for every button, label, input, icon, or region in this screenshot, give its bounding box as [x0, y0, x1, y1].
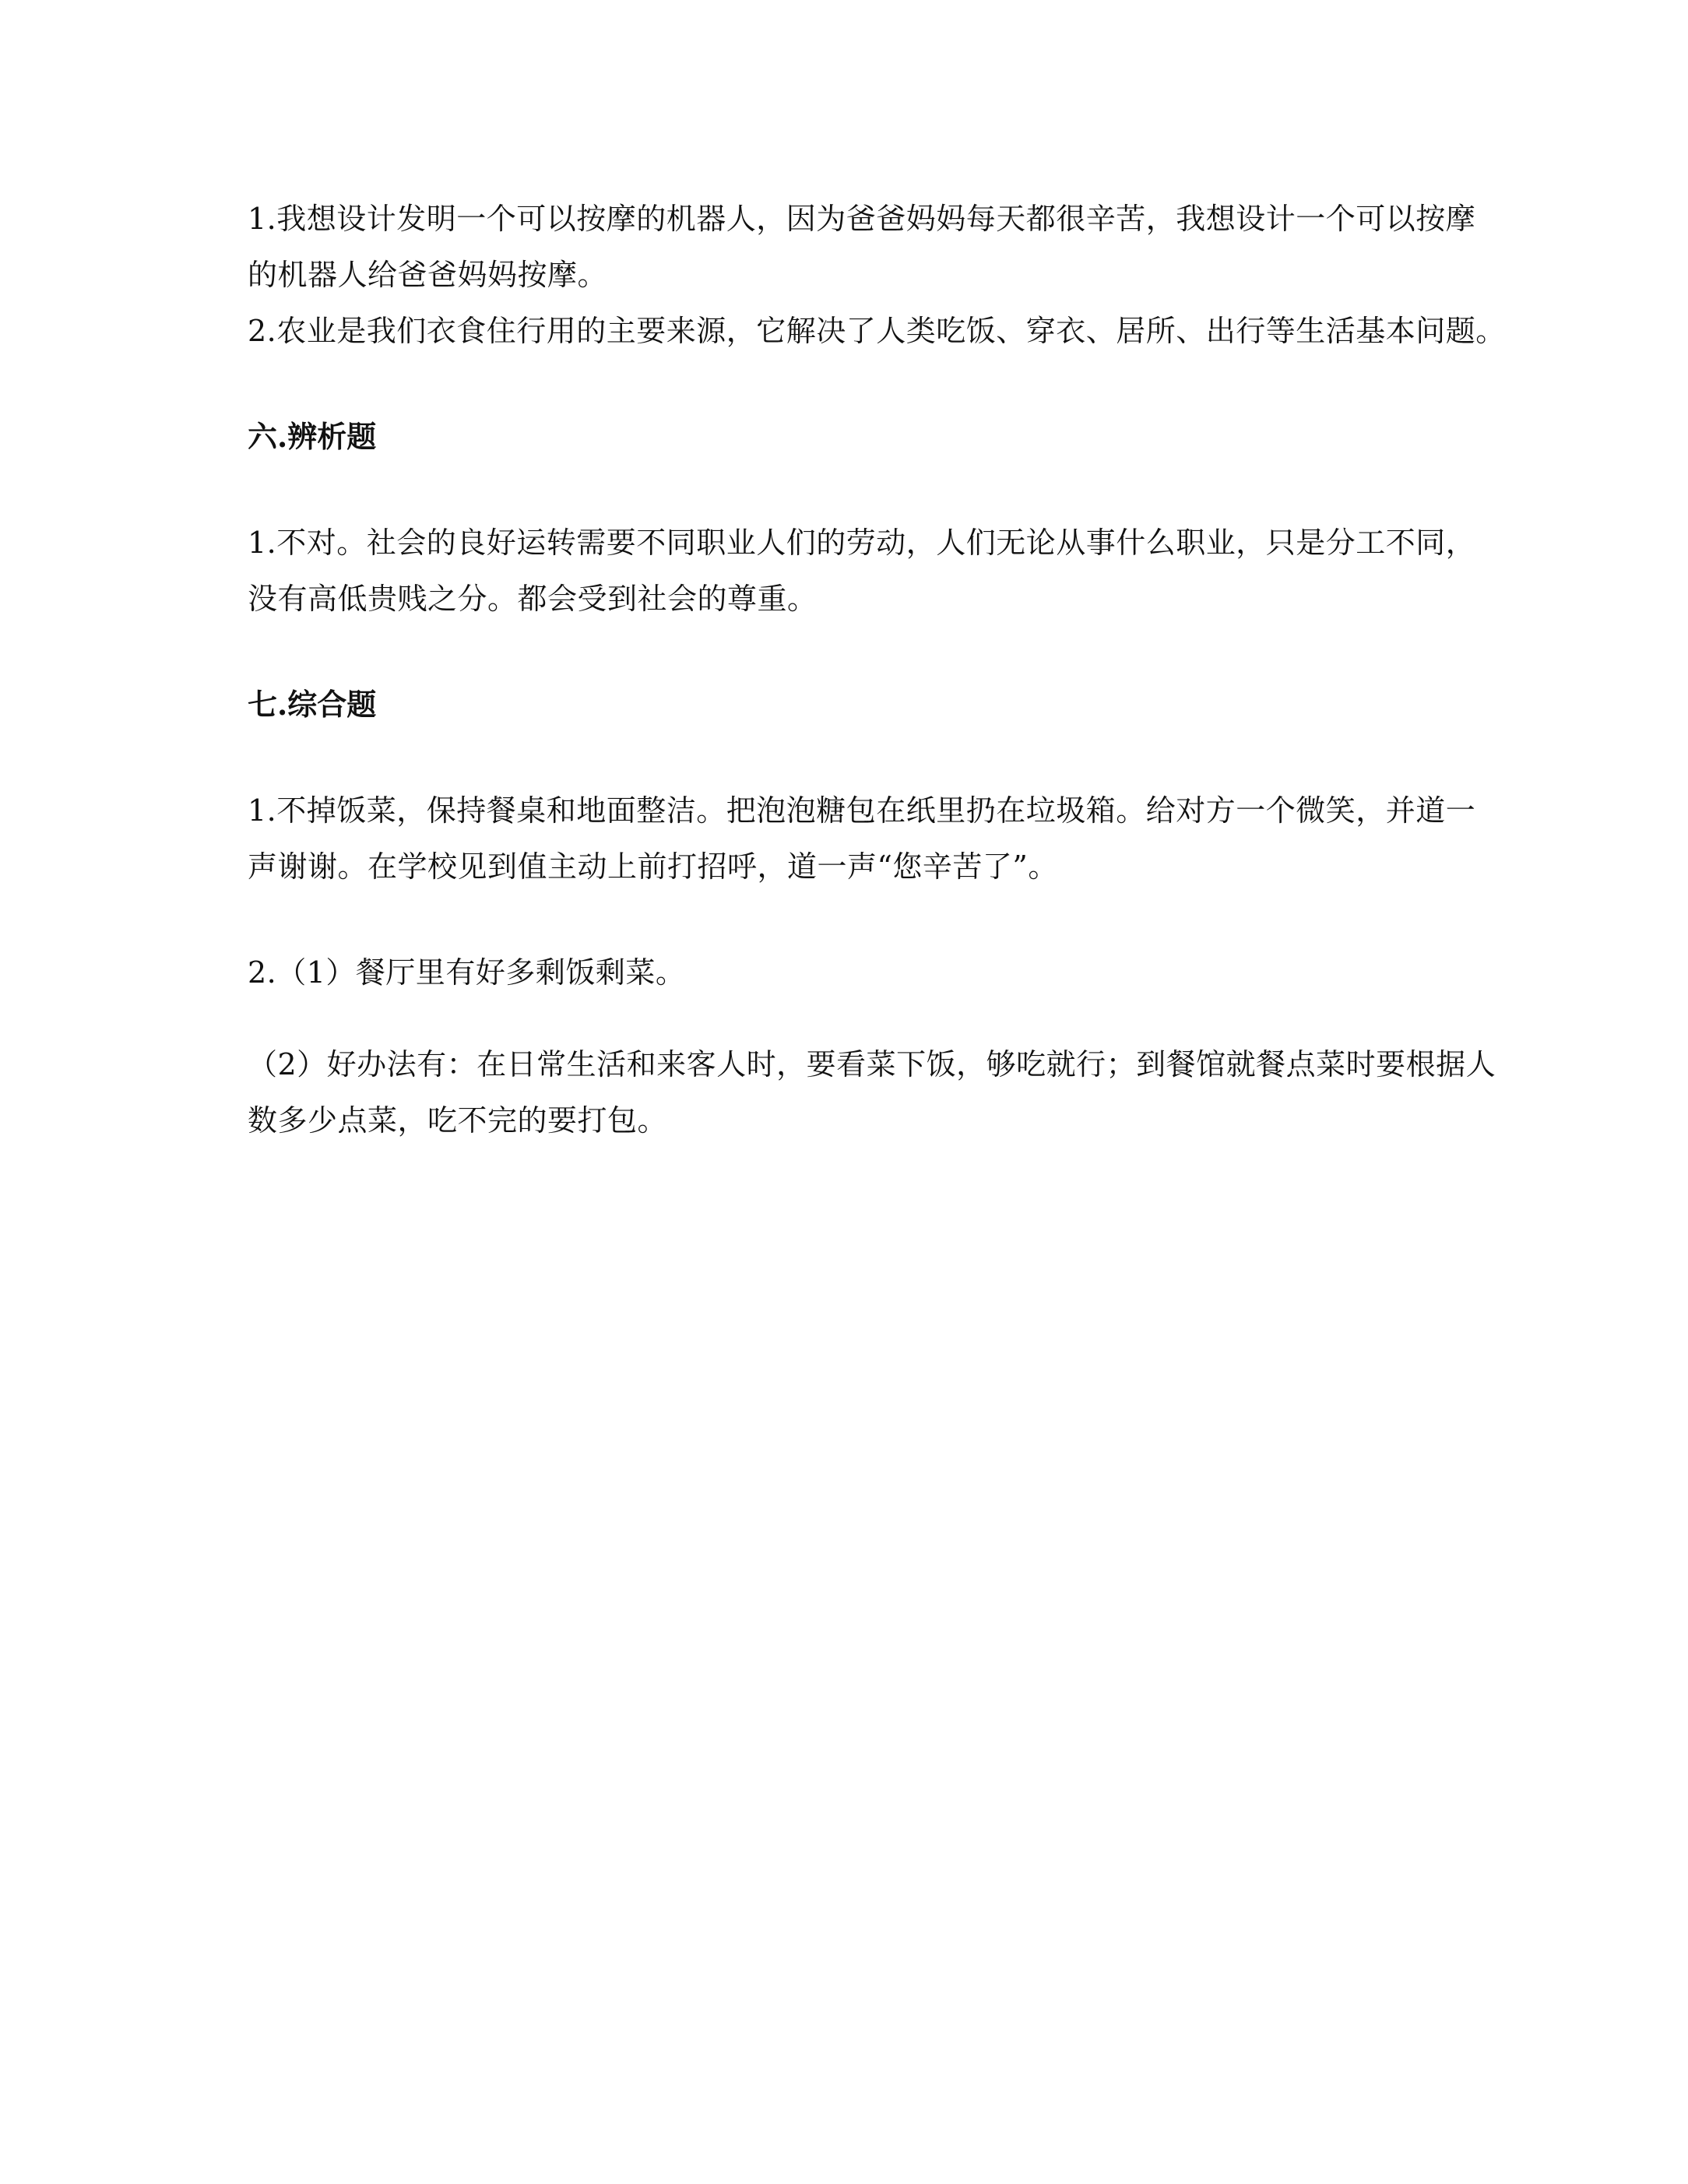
answer-7-1-line-1: 1.不掉饭菜，保持餐桌和地面整洁。把泡泡糖包在纸里扔在垃圾箱。给对方一个微笑，并道一	[248, 793, 1476, 828]
answer-7-2-part-2-line-1: （2）好办法有：在日常生活和来客人时，要看菜下饭，够吃就行；到餐馆就餐点菜时要根据人	[248, 1047, 1496, 1081]
document-content	[248, 191, 1506, 1148]
answer-6-1-line-1: 1.不对。社会的良好运转需要不同职业人们的劳动，人们无论从事什么职业，只是分工不同，	[248, 526, 1476, 560]
answer-5-1-line-2: 的机器人给爸爸妈妈按摩。	[248, 258, 608, 292]
answer-7-1-line-2: 声谢谢。在学校见到值主动上前打招呼，道一声“您辛苦了”。	[248, 849, 1058, 884]
answer-5-2-line-1: 2.农业是我们衣食住行用的主要来源，它解决了人类吃饭、穿衣、居所、出行等生活基本问题。	[248, 314, 1506, 348]
answer-7-2-part-2-line-2: 数多少点菜，吃不完的要打包。	[248, 1103, 668, 1138]
answer-6-1-line-2: 没有高低贵贱之分。都会受到社会的尊重。	[248, 582, 818, 616]
answer-7-2-part-1: 2.（1）餐厅里有好多剩饭剩菜。	[248, 955, 686, 990]
answer-5-1-line-1: 1.我想设计发明一个可以按摩的机器人，因为爸爸妈妈每天都很辛苦，我想设计一个可以按摩	[248, 202, 1476, 236]
section-6-heading: 六.辨析题	[248, 419, 377, 454]
section-7-heading: 七.综合题	[248, 687, 377, 722]
